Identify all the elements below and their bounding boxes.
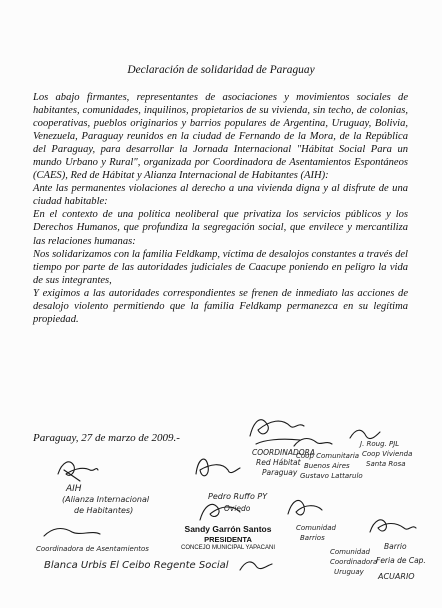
signature-bottom-right-1: Comunidad bbox=[330, 548, 370, 556]
document-title: Declaración de solidaridad de Paraguay bbox=[127, 64, 315, 76]
signature-top-mid-3: Paraguay bbox=[262, 468, 298, 477]
signature-top-right-a-1: Coop Comunitaria bbox=[296, 452, 360, 460]
place-date: Paraguay, 27 de marzo de 2009.- bbox=[33, 432, 180, 444]
signature-mid-left-2: Oviedo bbox=[224, 504, 251, 513]
stamp-org: CONCEJO MUNICIPAL YAPACANI bbox=[180, 545, 276, 551]
signature-bottom-far-right-1: Barrio bbox=[384, 542, 407, 551]
signature-bottom-far-right-3: ACUARIO bbox=[378, 572, 415, 581]
signature-top-right-a-3: Gustavo Lattarulo bbox=[300, 472, 363, 480]
signature-top-right-a-2: Buenos Aires bbox=[304, 462, 350, 470]
signature-mid-left: Pedro Ruffo PY bbox=[208, 492, 268, 501]
signature-bottom-mid-2: Barrios bbox=[300, 534, 325, 542]
signature-bottom-left-1: Coordinadora de Asentamientos bbox=[36, 545, 149, 553]
paragraph-demand: Y exigimos a las autoridades correspondientes se frenen de inmediato las acciones de desalojo violento permitiendo que la familia Feldkamp permanezca en su legítima propiedad. bbox=[33, 287, 408, 325]
signature-aih-org: (Alianza Internacional bbox=[62, 495, 150, 504]
signature-bottom-far-right-2: Feria de Cap. bbox=[376, 556, 426, 565]
signature-top-right-b-2: Coop Vivienda bbox=[362, 450, 413, 458]
signature-aih-org-2: de Habitantes) bbox=[74, 506, 134, 515]
stamp-name: Sandy Garrón Santos bbox=[184, 524, 272, 534]
stamp-title: PRESIDENTA bbox=[204, 535, 252, 544]
signature-top-right-b-3: Santa Rosa bbox=[366, 460, 406, 468]
signature-top-mid-2: Red Hábitat bbox=[256, 458, 301, 467]
signature-top-right-b-stroke bbox=[350, 430, 380, 438]
paragraph-violations: Ante las permanentes violaciones al derecho a una vivienda digna y al disfrute de una ciudad habitable: bbox=[33, 183, 408, 208]
paragraph-context: En el contexto de una política neoliberal que privatiza los servicios públicos y los Derechos Humanos, que profundiza la segregación social, que envilece y mercantiliza las relaciones humanas: bbox=[33, 209, 408, 247]
paragraph-intro: Los abajo firmantes, representantes de asociaciones y movimientos sociales de habitantes, comunidades, inquilinos, propietarios de su vivienda, sin techo, de colonias, cooperativas, pueblos originarios y barrios populares de Argentina, Uruguay, Bolivia, Venezuela, Paraguay reunidos en la ciudad de Fernando de la Mora, de la República del Paraguay, para desarrollar la Jornada Internacional "Hábitat Social Para un mundo Urbano y Rural", organizada por Coordinadora de Asentamientos Espontáneos (CAES), Red de Hábitat y Alianza Internacional de Habitantes (AIH): bbox=[33, 92, 408, 182]
signature-bottom-mid-1: Comunidad bbox=[296, 524, 336, 532]
signature-aih-stroke bbox=[58, 462, 98, 475]
signature-top-mid-stroke bbox=[250, 420, 304, 436]
signature-top-mid-stroke-2 bbox=[256, 439, 300, 444]
signature-aih-label: AIH bbox=[66, 484, 82, 494]
signature-top-right-b-1: J. Roug. PJL bbox=[360, 440, 400, 448]
signature-bottom-right-stroke bbox=[370, 520, 416, 532]
signature-mid-left-stroke bbox=[196, 459, 240, 476]
signature-bottom-left-2: Blanca Urbis El Ceibo Regente Social bbox=[44, 560, 229, 571]
signature-bottom-center-stroke bbox=[240, 562, 272, 570]
signature-bottom-right-2: Coordinadora bbox=[330, 558, 378, 566]
paragraph-solidarity: Nos solidarizamos con la familia Feldkamp, víctima de desalojos constantes a través del tiempo por parte de las autoridades judiciales de Caacupe poniendo en peligro la vida de sus integrantes, bbox=[33, 248, 408, 286]
signature-bottom-mid-stroke bbox=[288, 500, 322, 514]
signature-bottom-left-stroke bbox=[44, 529, 100, 536]
signature-aih-stroke-2 bbox=[64, 470, 80, 481]
signature-top-mid-1: COORDINADORA bbox=[252, 448, 316, 457]
signature-bottom-right-3: Uruguay bbox=[334, 568, 364, 576]
